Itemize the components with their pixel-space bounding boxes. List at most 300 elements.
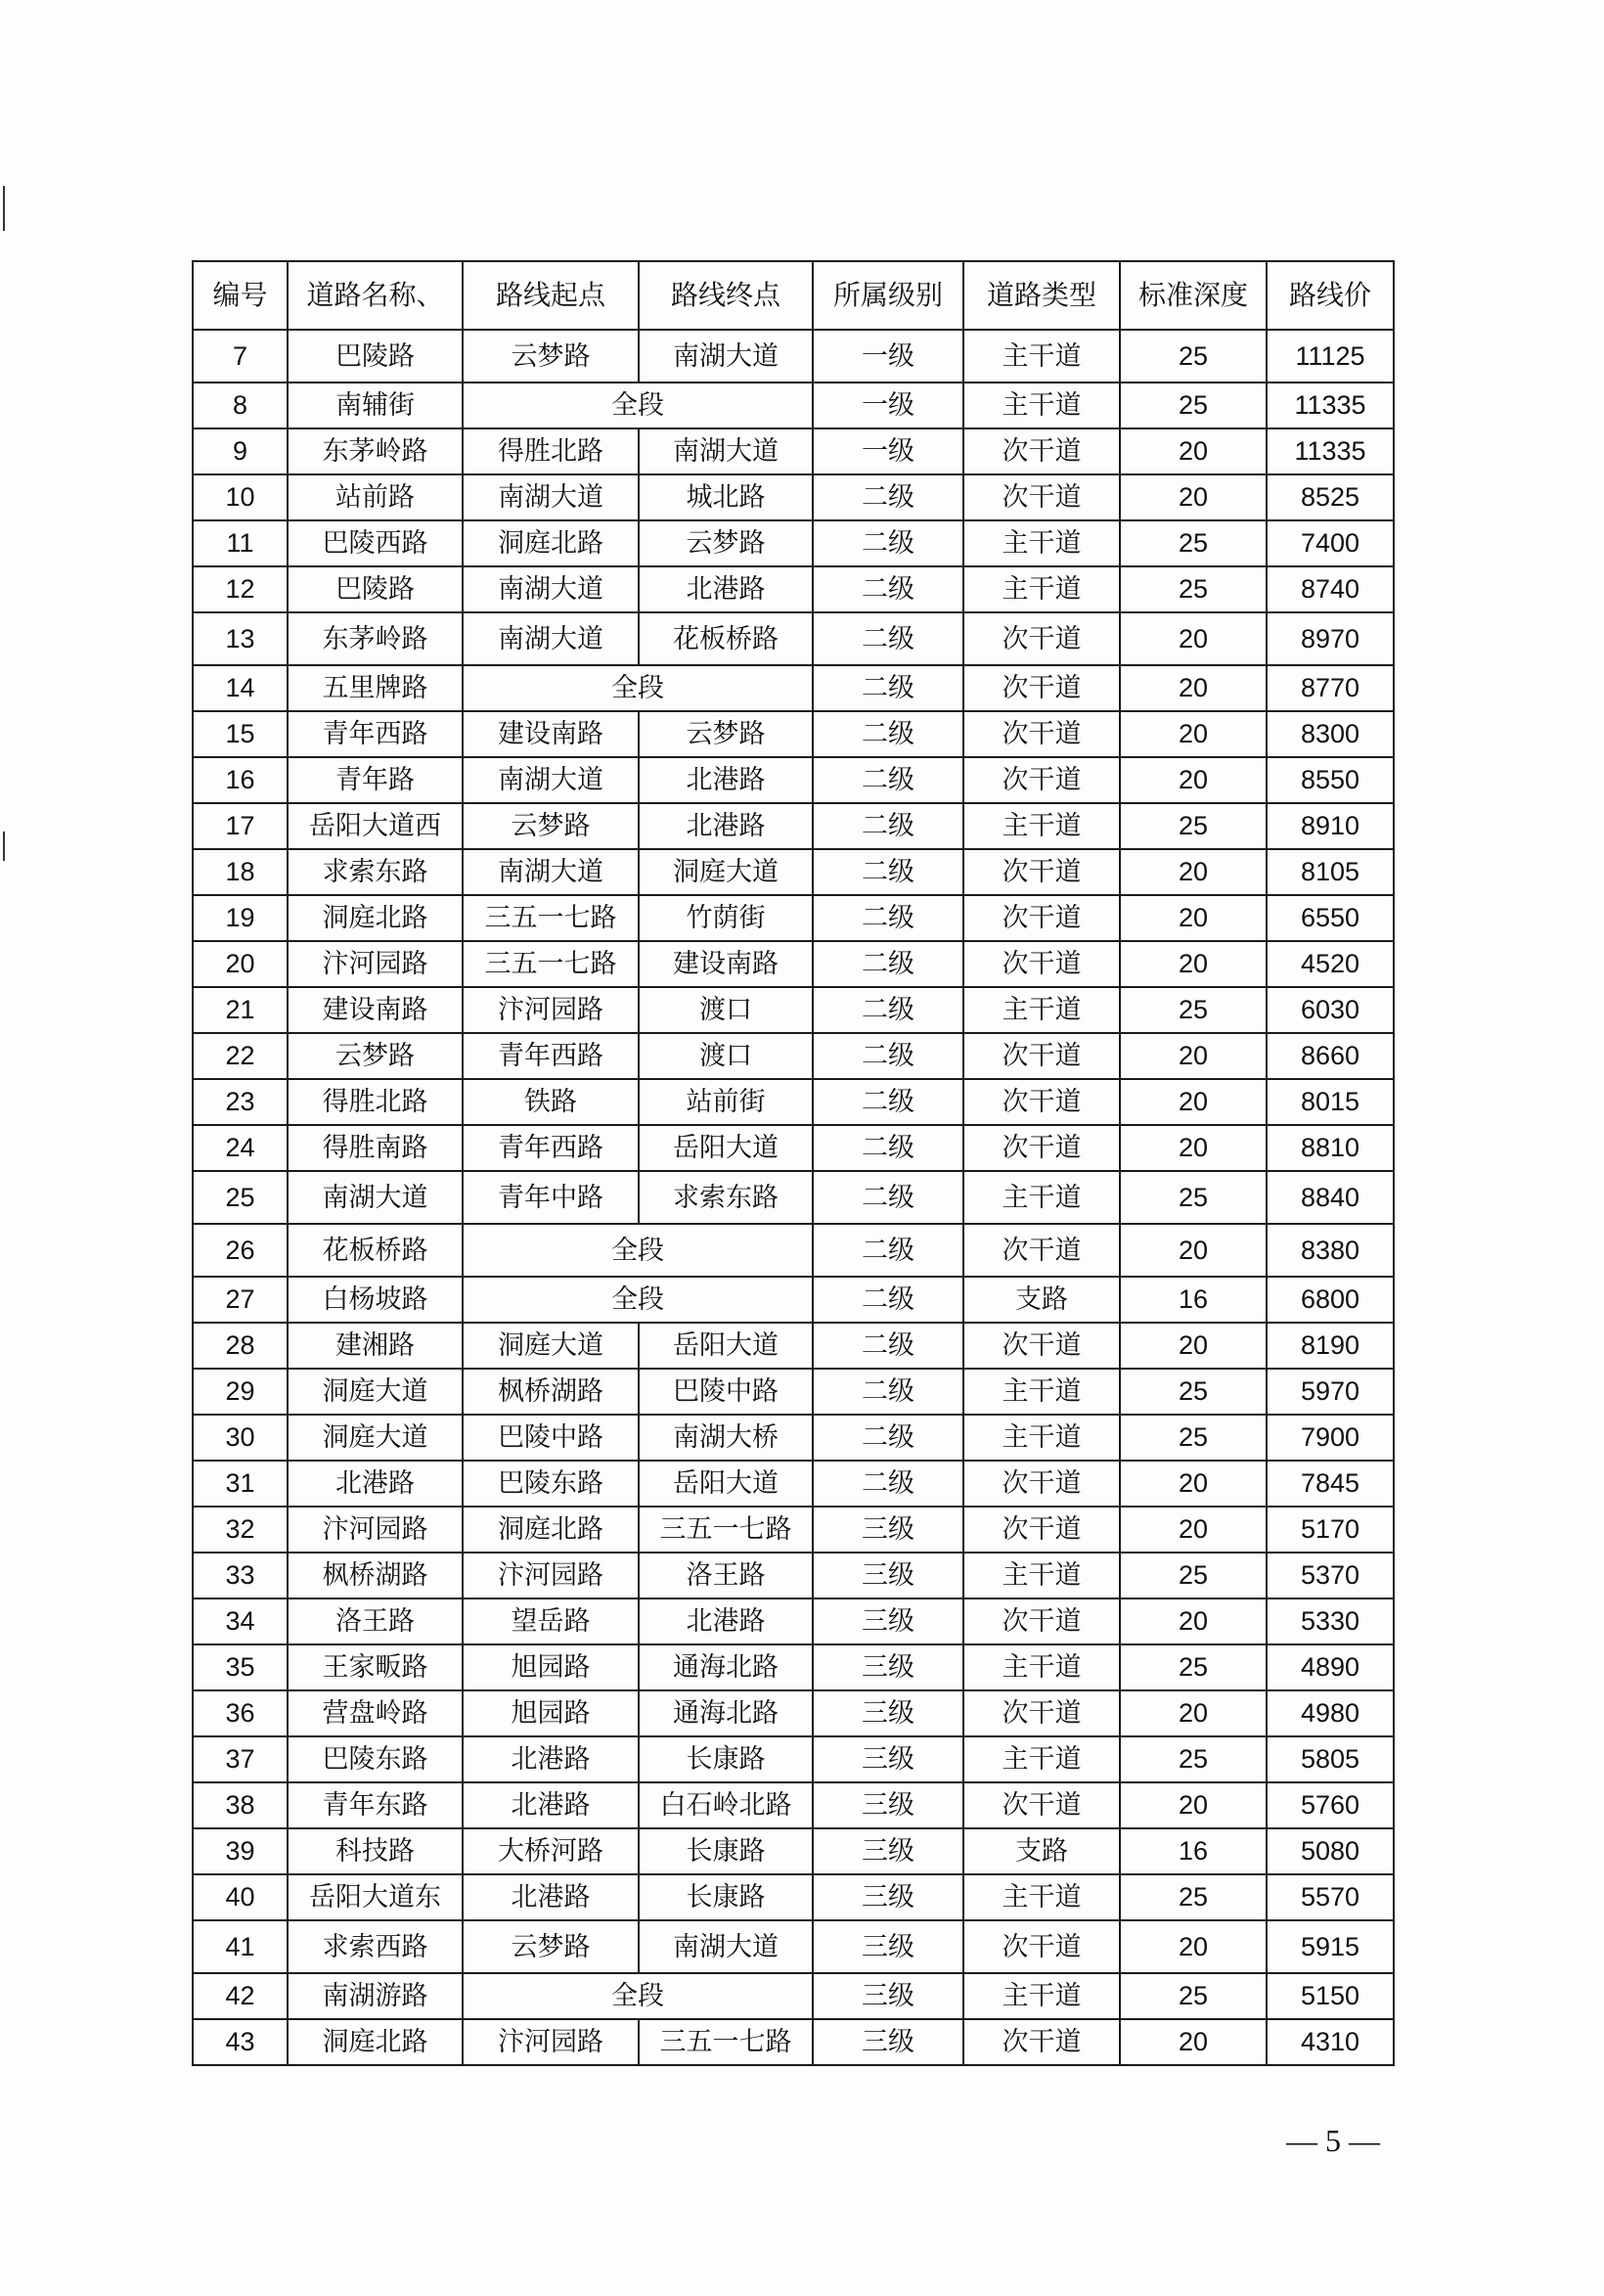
cell-route-price: 5970 [1267, 1369, 1394, 1415]
cell-level: 三级 [813, 1644, 963, 1690]
cell-id: 14 [193, 665, 288, 711]
cell-id: 33 [193, 1553, 288, 1598]
cell-level: 三级 [813, 1736, 963, 1782]
cell-level: 三级 [813, 1874, 963, 1920]
cell-level: 二级 [813, 849, 963, 895]
cell-road-name: 白杨坡路 [288, 1277, 463, 1323]
table-row [193, 520, 1394, 566]
cell-road-type: 次干道 [963, 849, 1120, 895]
cell-end: 北港路 [639, 757, 813, 803]
cell-end: 巴陵中路 [639, 1369, 813, 1415]
cell-start: 洞庭北路 [463, 520, 639, 566]
cell-standard-depth: 20 [1120, 665, 1267, 711]
cell-level: 二级 [813, 1079, 963, 1125]
cell-level: 二级 [813, 711, 963, 757]
cell-level: 二级 [813, 941, 963, 987]
cell-end: 求索东路 [639, 1171, 813, 1224]
cell-road-type: 次干道 [963, 1461, 1120, 1507]
cell-road-name: 巴陵路 [288, 566, 463, 612]
cell-route-price: 11125 [1267, 330, 1394, 383]
cell-end: 三五一七路 [639, 2019, 813, 2065]
cell-standard-depth: 20 [1120, 1125, 1267, 1171]
cell-start: 南湖大道 [463, 757, 639, 803]
cell-road-type: 次干道 [963, 612, 1120, 665]
cell-level: 二级 [813, 1415, 963, 1461]
cell-route-price: 4310 [1267, 2019, 1394, 2065]
cell-road-name: 巴陵西路 [288, 520, 463, 566]
table-row [193, 1323, 1394, 1369]
cell-id: 25 [193, 1171, 288, 1224]
cell-level: 三级 [813, 1828, 963, 1874]
cell-standard-depth: 20 [1120, 1782, 1267, 1828]
cell-end: 岳阳大道 [639, 1461, 813, 1507]
cell-standard-depth: 20 [1120, 1598, 1267, 1644]
cell-standard-depth: 20 [1120, 757, 1267, 803]
cell-id: 35 [193, 1644, 288, 1690]
cell-level: 二级 [813, 1461, 963, 1507]
cell-start: 枫桥湖路 [463, 1369, 639, 1415]
cell-road-type: 次干道 [963, 665, 1120, 711]
cell-level: 二级 [813, 520, 963, 566]
cell-level: 二级 [813, 803, 963, 849]
cell-start: 汴河园路 [463, 2019, 639, 2065]
cell-road-type: 主干道 [963, 1553, 1120, 1598]
cell-road-name: 枫桥湖路 [288, 1553, 463, 1598]
cell-road-type: 支路 [963, 1277, 1120, 1323]
cell-standard-depth: 25 [1120, 1369, 1267, 1415]
cell-standard-depth: 20 [1120, 1079, 1267, 1125]
cell-level: 二级 [813, 612, 963, 665]
cell-start: 汴河园路 [463, 1553, 639, 1598]
cell-id: 29 [193, 1369, 288, 1415]
cell-end: 南湖大道 [639, 330, 813, 383]
cell-road-type: 次干道 [963, 1598, 1120, 1644]
table-header-row [193, 261, 1394, 330]
cell-road-type: 次干道 [963, 428, 1120, 474]
table-row [193, 1736, 1394, 1782]
cell-route-price: 5370 [1267, 1553, 1394, 1598]
cell-road-name: 青年东路 [288, 1782, 463, 1828]
cell-level: 三级 [813, 1782, 963, 1828]
cell-route-price: 5330 [1267, 1598, 1394, 1644]
cell-route-price: 5150 [1267, 1973, 1394, 2019]
cell-route-price: 8660 [1267, 1033, 1394, 1079]
cell-id: 34 [193, 1598, 288, 1644]
cell-end: 云梦路 [639, 520, 813, 566]
table-row [193, 1224, 1394, 1277]
cell-standard-depth: 25 [1120, 1415, 1267, 1461]
cell-standard-depth: 25 [1120, 803, 1267, 849]
cell-id: 41 [193, 1920, 288, 1973]
cell-route-price: 7400 [1267, 520, 1394, 566]
cell-start: 旭园路 [463, 1644, 639, 1690]
cell-level: 三级 [813, 1598, 963, 1644]
cell-start: 青年西路 [463, 1125, 639, 1171]
header-route-price: 路线价 [1267, 261, 1394, 330]
cell-route-price: 4890 [1267, 1644, 1394, 1690]
cell-level: 三级 [813, 1553, 963, 1598]
table-row [193, 803, 1394, 849]
cell-route-price: 5760 [1267, 1782, 1394, 1828]
cell-standard-depth: 25 [1120, 1736, 1267, 1782]
cell-road-type: 次干道 [963, 711, 1120, 757]
cell-road-name: 得胜南路 [288, 1125, 463, 1171]
cell-end: 南湖大桥 [639, 1415, 813, 1461]
cell-road-name: 科技路 [288, 1828, 463, 1874]
cell-level: 一级 [813, 383, 963, 428]
cell-start: 三五一七路 [463, 895, 639, 941]
table-row [193, 1277, 1394, 1323]
cell-start: 青年中路 [463, 1171, 639, 1224]
cell-level: 三级 [813, 1920, 963, 1973]
cell-route-price: 4980 [1267, 1690, 1394, 1736]
table-row [193, 383, 1394, 428]
cell-start: 洞庭大道 [463, 1323, 639, 1369]
table-row [193, 428, 1394, 474]
cell-road-name: 花板桥路 [288, 1224, 463, 1277]
cell-road-name: 岳阳大道东 [288, 1874, 463, 1920]
cell-id: 9 [193, 428, 288, 474]
cell-end: 北港路 [639, 803, 813, 849]
table-row [193, 1644, 1394, 1690]
cell-road-name: 青年西路 [288, 711, 463, 757]
cell-level: 二级 [813, 474, 963, 520]
cell-start: 南湖大道 [463, 474, 639, 520]
cell-id: 10 [193, 474, 288, 520]
cell-id: 24 [193, 1125, 288, 1171]
cell-route-price: 5080 [1267, 1828, 1394, 1874]
cell-standard-depth: 25 [1120, 987, 1267, 1033]
cell-road-type: 主干道 [963, 520, 1120, 566]
cell-level: 三级 [813, 1690, 963, 1736]
cell-start: 旭园路 [463, 1690, 639, 1736]
cell-standard-depth: 25 [1120, 1553, 1267, 1598]
cell-standard-depth: 16 [1120, 1828, 1267, 1874]
cell-road-name: 营盘岭路 [288, 1690, 463, 1736]
cell-road-type: 次干道 [963, 2019, 1120, 2065]
cell-road-name: 王家畈路 [288, 1644, 463, 1690]
cell-road-name: 青年路 [288, 757, 463, 803]
cell-standard-depth: 25 [1120, 520, 1267, 566]
cell-route-price: 5170 [1267, 1507, 1394, 1553]
cell-end: 建设南路 [639, 941, 813, 987]
cell-start: 大桥河路 [463, 1828, 639, 1874]
cell-id: 21 [193, 987, 288, 1033]
cell-route-price: 8525 [1267, 474, 1394, 520]
cell-level: 二级 [813, 1277, 963, 1323]
table-row [193, 895, 1394, 941]
cell-end: 洞庭大道 [639, 849, 813, 895]
cell-standard-depth: 25 [1120, 383, 1267, 428]
table-row [193, 941, 1394, 987]
cell-id: 13 [193, 612, 288, 665]
cell-road-type: 次干道 [963, 1920, 1120, 1973]
cell-id: 40 [193, 1874, 288, 1920]
table-row [193, 1973, 1394, 2019]
cell-road-name: 建设南路 [288, 987, 463, 1033]
cell-road-type: 主干道 [963, 566, 1120, 612]
cell-start: 南湖大道 [463, 849, 639, 895]
cell-level: 三级 [813, 1507, 963, 1553]
cell-route-price: 8740 [1267, 566, 1394, 612]
table-row [193, 330, 1394, 383]
cell-id: 32 [193, 1507, 288, 1553]
cell-road-type: 次干道 [963, 1323, 1120, 1369]
table-row [193, 1507, 1394, 1553]
cell-road-type: 主干道 [963, 1644, 1120, 1690]
cell-start: 望岳路 [463, 1598, 639, 1644]
cell-route-price: 8300 [1267, 711, 1394, 757]
cell-standard-depth: 20 [1120, 895, 1267, 941]
cell-end: 长康路 [639, 1874, 813, 1920]
table-row [193, 612, 1394, 665]
cell-road-type: 次干道 [963, 1782, 1120, 1828]
table-row [193, 1079, 1394, 1125]
cell-road-type: 主干道 [963, 1415, 1120, 1461]
cell-road-type: 主干道 [963, 1369, 1120, 1415]
cell-route-price: 8380 [1267, 1224, 1394, 1277]
cell-level: 二级 [813, 987, 963, 1033]
cell-start: 三五一七路 [463, 941, 639, 987]
cell-road-name: 汴河园路 [288, 941, 463, 987]
cell-road-name: 洞庭大道 [288, 1369, 463, 1415]
cell-end: 南湖大道 [639, 1920, 813, 1973]
cell-road-name: 洛王路 [288, 1598, 463, 1644]
cell-id: 30 [193, 1415, 288, 1461]
cell-road-type: 次干道 [963, 1033, 1120, 1079]
cell-route-price: 5570 [1267, 1874, 1394, 1920]
cell-full-section: 全段 [463, 1224, 813, 1277]
cell-road-type: 主干道 [963, 1874, 1120, 1920]
cell-end: 洛王路 [639, 1553, 813, 1598]
header-road-name: 道路名称、 [288, 261, 463, 330]
cell-start: 汴河园路 [463, 987, 639, 1033]
cell-road-name: 站前路 [288, 474, 463, 520]
cell-level: 三级 [813, 2019, 963, 2065]
cell-standard-depth: 20 [1120, 1461, 1267, 1507]
cell-road-name: 求索东路 [288, 849, 463, 895]
cell-start: 青年西路 [463, 1033, 639, 1079]
cell-end: 城北路 [639, 474, 813, 520]
table-row [193, 1690, 1394, 1736]
cell-id: 42 [193, 1973, 288, 2019]
cell-id: 43 [193, 2019, 288, 2065]
cell-road-name: 南辅街 [288, 383, 463, 428]
cell-road-type: 支路 [963, 1828, 1120, 1874]
cell-level: 二级 [813, 895, 963, 941]
cell-route-price: 8910 [1267, 803, 1394, 849]
cell-standard-depth: 20 [1120, 711, 1267, 757]
cell-road-type: 主干道 [963, 803, 1120, 849]
cell-start: 云梦路 [463, 1920, 639, 1973]
header-end: 路线终点 [639, 261, 813, 330]
cell-start: 建设南路 [463, 711, 639, 757]
scan-margin-mark [3, 832, 5, 861]
cell-end: 岳阳大道 [639, 1125, 813, 1171]
cell-route-price: 6550 [1267, 895, 1394, 941]
cell-route-price: 11335 [1267, 428, 1394, 474]
cell-route-price: 6800 [1267, 1277, 1394, 1323]
cell-standard-depth: 20 [1120, 428, 1267, 474]
cell-route-price: 4520 [1267, 941, 1394, 987]
cell-standard-depth: 20 [1120, 612, 1267, 665]
cell-id: 36 [193, 1690, 288, 1736]
cell-route-price: 5805 [1267, 1736, 1394, 1782]
table-row [193, 474, 1394, 520]
cell-id: 39 [193, 1828, 288, 1874]
page-number: — 5 — [1286, 2123, 1380, 2158]
cell-id: 8 [193, 383, 288, 428]
table-row [193, 1598, 1394, 1644]
cell-road-name: 洞庭北路 [288, 895, 463, 941]
cell-id: 16 [193, 757, 288, 803]
cell-end: 长康路 [639, 1736, 813, 1782]
table-row [193, 1369, 1394, 1415]
cell-road-type: 次干道 [963, 1507, 1120, 1553]
cell-id: 26 [193, 1224, 288, 1277]
cell-standard-depth: 20 [1120, 2019, 1267, 2065]
table-row [193, 849, 1394, 895]
cell-full-section: 全段 [463, 1973, 813, 2019]
cell-end: 长康路 [639, 1828, 813, 1874]
cell-route-price: 7845 [1267, 1461, 1394, 1507]
cell-road-name: 北港路 [288, 1461, 463, 1507]
cell-standard-depth: 25 [1120, 1973, 1267, 2019]
cell-route-price: 6030 [1267, 987, 1394, 1033]
cell-start: 巴陵东路 [463, 1461, 639, 1507]
cell-id: 19 [193, 895, 288, 941]
cell-road-name: 岳阳大道西 [288, 803, 463, 849]
cell-id: 17 [193, 803, 288, 849]
cell-road-type: 次干道 [963, 1125, 1120, 1171]
cell-road-name: 求索西路 [288, 1920, 463, 1973]
cell-end: 通海北路 [639, 1644, 813, 1690]
cell-road-type: 次干道 [963, 895, 1120, 941]
cell-end: 北港路 [639, 1598, 813, 1644]
cell-standard-depth: 20 [1120, 1690, 1267, 1736]
cell-level: 一级 [813, 330, 963, 383]
cell-road-type: 主干道 [963, 330, 1120, 383]
cell-end: 竹荫街 [639, 895, 813, 941]
cell-route-price: 8015 [1267, 1079, 1394, 1125]
cell-road-name: 汴河园路 [288, 1507, 463, 1553]
table-row [193, 1415, 1394, 1461]
table-row [193, 711, 1394, 757]
cell-level: 二级 [813, 566, 963, 612]
cell-level: 二级 [813, 1224, 963, 1277]
cell-standard-depth: 16 [1120, 1277, 1267, 1323]
cell-end: 北港路 [639, 566, 813, 612]
cell-road-name: 洞庭北路 [288, 2019, 463, 2065]
cell-id: 7 [193, 330, 288, 383]
table-body [193, 330, 1394, 2065]
cell-end: 南湖大道 [639, 428, 813, 474]
cell-start: 云梦路 [463, 803, 639, 849]
cell-end: 白石岭北路 [639, 1782, 813, 1828]
cell-full-section: 全段 [463, 665, 813, 711]
table-row [193, 1171, 1394, 1224]
table-row [193, 757, 1394, 803]
cell-route-price: 5915 [1267, 1920, 1394, 1973]
cell-level: 二级 [813, 1033, 963, 1079]
cell-standard-depth: 20 [1120, 1033, 1267, 1079]
cell-road-name: 五里牌路 [288, 665, 463, 711]
header-level: 所属级别 [813, 261, 963, 330]
cell-road-name: 巴陵路 [288, 330, 463, 383]
cell-id: 31 [193, 1461, 288, 1507]
cell-start: 云梦路 [463, 330, 639, 383]
cell-standard-depth: 25 [1120, 330, 1267, 383]
cell-id: 22 [193, 1033, 288, 1079]
cell-id: 15 [193, 711, 288, 757]
table-row [193, 1033, 1394, 1079]
cell-road-name: 得胜北路 [288, 1079, 463, 1125]
cell-road-type: 次干道 [963, 1690, 1120, 1736]
cell-standard-depth: 20 [1120, 941, 1267, 987]
cell-road-name: 东茅岭路 [288, 612, 463, 665]
cell-start: 铁路 [463, 1079, 639, 1125]
table-row [193, 2019, 1394, 2065]
cell-standard-depth: 20 [1120, 1507, 1267, 1553]
cell-road-type: 次干道 [963, 1079, 1120, 1125]
cell-road-type: 主干道 [963, 1736, 1120, 1782]
table-row [193, 1782, 1394, 1828]
cell-id: 18 [193, 849, 288, 895]
table-row [193, 665, 1394, 711]
cell-route-price: 8840 [1267, 1171, 1394, 1224]
cell-standard-depth: 20 [1120, 1920, 1267, 1973]
cell-standard-depth: 20 [1120, 849, 1267, 895]
cell-start: 南湖大道 [463, 566, 639, 612]
cell-id: 12 [193, 566, 288, 612]
cell-standard-depth: 25 [1120, 566, 1267, 612]
header-road-type: 道路类型 [963, 261, 1120, 330]
cell-start: 北港路 [463, 1782, 639, 1828]
cell-route-price: 8550 [1267, 757, 1394, 803]
cell-start: 巴陵中路 [463, 1415, 639, 1461]
cell-road-type: 主干道 [963, 987, 1120, 1033]
cell-level: 三级 [813, 1973, 963, 2019]
cell-road-name: 南湖游路 [288, 1973, 463, 2019]
cell-road-name: 建湘路 [288, 1323, 463, 1369]
cell-full-section: 全段 [463, 383, 813, 428]
cell-start: 得胜北路 [463, 428, 639, 474]
cell-road-name: 南湖大道 [288, 1171, 463, 1224]
cell-standard-depth: 20 [1120, 1323, 1267, 1369]
cell-road-type: 主干道 [963, 1973, 1120, 2019]
cell-level: 二级 [813, 1171, 963, 1224]
cell-id: 11 [193, 520, 288, 566]
cell-full-section: 全段 [463, 1277, 813, 1323]
table-row [193, 566, 1394, 612]
cell-route-price: 8970 [1267, 612, 1394, 665]
cell-level: 一级 [813, 428, 963, 474]
cell-road-type: 次干道 [963, 474, 1120, 520]
table-row [193, 1828, 1394, 1874]
cell-road-name: 东茅岭路 [288, 428, 463, 474]
table-row [193, 1461, 1394, 1507]
cell-standard-depth: 20 [1120, 1224, 1267, 1277]
cell-road-name: 云梦路 [288, 1033, 463, 1079]
header-standard-depth: 标准深度 [1120, 261, 1267, 330]
cell-end: 岳阳大道 [639, 1323, 813, 1369]
cell-route-price: 8190 [1267, 1323, 1394, 1369]
cell-start: 北港路 [463, 1874, 639, 1920]
table-row [193, 1125, 1394, 1171]
cell-id: 38 [193, 1782, 288, 1828]
table-row [193, 1874, 1394, 1920]
cell-id: 27 [193, 1277, 288, 1323]
